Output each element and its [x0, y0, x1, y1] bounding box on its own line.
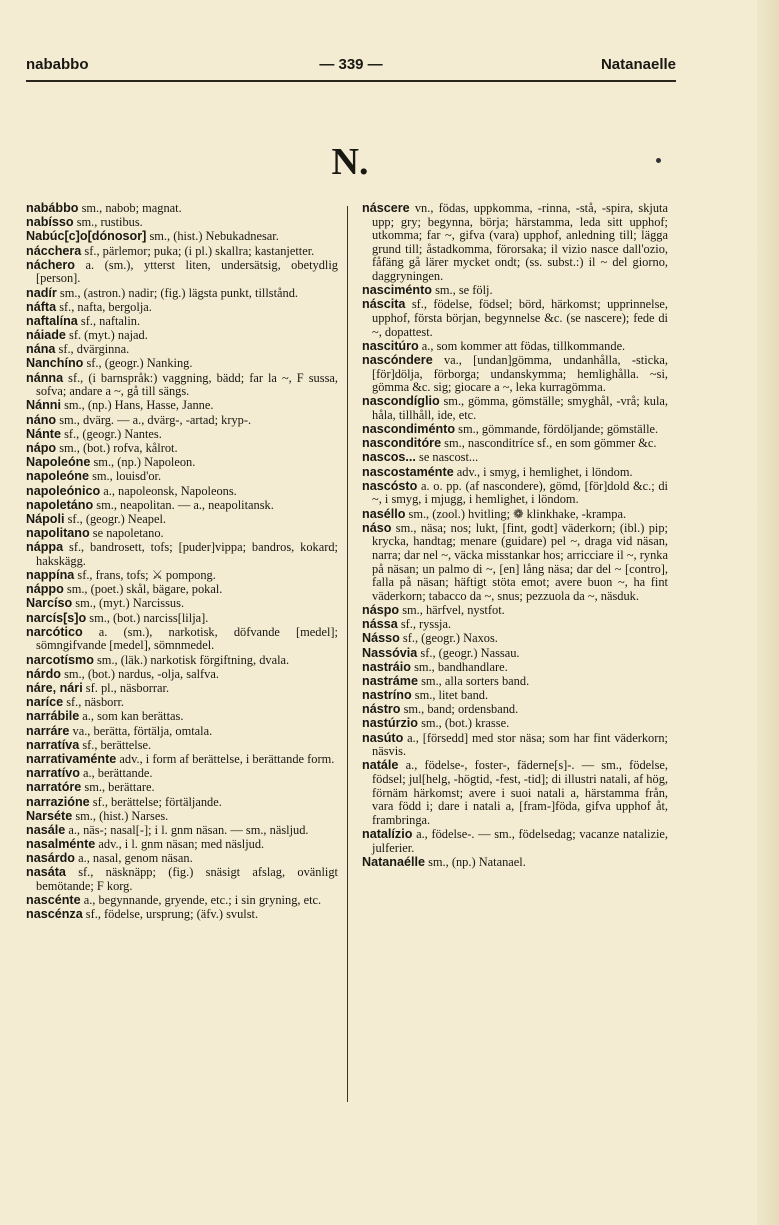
entry-definition: a., berättande.: [79, 766, 153, 781]
entry-headword: naséllo: [362, 506, 406, 521]
entry-definition: sm., (poet.) skål, bägare, pokal.: [63, 582, 223, 597]
entry-definition: sm., (np.) Napoleon.: [90, 455, 196, 470]
entry-definition: sm., band; ordensband.: [400, 702, 519, 717]
entry-headword: nasalménte: [26, 837, 96, 852]
dictionary-entry: [362, 395, 668, 422]
entry-headword: nasárdo: [26, 851, 75, 866]
entry-headword: napoleóne: [26, 469, 89, 484]
entry-definition: se nascost...: [415, 450, 479, 465]
entry-definition: sf., ryssja.: [397, 617, 452, 632]
entry-headword: nasáta: [26, 865, 66, 880]
entry-definition: sm., (läk.) narkotisk förgiftning, dvala.: [93, 652, 290, 667]
dictionary-entry: [362, 466, 668, 480]
dictionary-entry: [362, 828, 668, 855]
header-right-guideword: Natanaelle: [600, 56, 676, 73]
dictionary-entry: [26, 767, 338, 781]
dictionary-entry: [26, 583, 338, 597]
entry-headword: nasciménto: [362, 283, 432, 298]
entry-definition: sm., (bot.) krasse.: [417, 716, 510, 731]
dictionary-entry: [26, 301, 338, 315]
entry-headword: Nassóvia: [362, 645, 418, 660]
dictionary-entry: [362, 284, 668, 298]
entry-definition: sf., bandrosett, tofs; [puder]vippa; bandros, kokard; hakskägg.: [36, 540, 338, 568]
dictionary-entry: [26, 287, 338, 301]
entry-definition: a., som kan berättas.: [79, 709, 184, 724]
dictionary-entry: [26, 569, 338, 583]
entry-definition: sm., härfvel, nystfot.: [399, 602, 505, 617]
entry-headword: nástro: [362, 702, 401, 717]
dictionary-entry: [362, 647, 668, 661]
entry-definition: sm., (hist.) Nebukadnesar.: [146, 229, 279, 244]
entry-headword: narrábile: [26, 709, 80, 724]
entry-headword: nánna: [26, 370, 64, 385]
entry-definition: sf., naftalin.: [77, 313, 141, 328]
entry-definition: sm., gömmande, fördöljande; gömställe.: [455, 422, 659, 437]
entry-headword: nárdo: [26, 666, 61, 681]
dictionary-entry: [26, 838, 338, 852]
dictionary-entry: [26, 202, 338, 216]
running-header: [26, 56, 676, 78]
entry-definition: sm., nasconditríce sf., en som gömmer &c.: [441, 436, 657, 451]
entry-definition: sm., se följ.: [432, 283, 493, 298]
entry-headword: natalízio: [362, 826, 413, 841]
entry-definition: sm., näsa; nos; lukt, [fint, godt] väderkorn; (ibl.) pip; krycka, handtag; menare (guidare) pel ~, draga vid näsan, narra; dar nel ~, väcka misstankar hos; arricciare il ~, rynka på näsan; un palmo di ~, [en] lång näsa; dar del ~ [contro], falla på näsan; häftigt stöta emot; avere buon ~, ha fint väderkorn; tabacco da ~, snus; pezzuola da ~, näsduk.: [372, 520, 668, 603]
entry-definition: sm., gömma, gömställe; smyghål, -vrå; kula, håla, tillhåll, ide, etc.: [372, 394, 668, 422]
entry-headword: narcís[s]o: [26, 610, 87, 625]
entry-headword: nastráio: [362, 659, 411, 674]
entry-definition: sf., (i barnspråk:) vaggning, bädd; far la ~, F sussa, sofva; andare a ~, gå till sängs.: [36, 370, 338, 399]
dictionary-entry: [362, 661, 668, 675]
entry-definition: sm., louisd'or.: [88, 469, 162, 484]
dictionary-entry: [26, 612, 338, 626]
dictionary-entry: [26, 245, 338, 259]
dictionary-entry: [26, 753, 338, 767]
entry-definition: a., näs-; nasal[-]; i l. gnm näsan. — sm., näsljud.: [65, 822, 309, 837]
dictionary-entry: [26, 470, 338, 484]
entry-definition: sf., födelse, födsel; börd, härkomst; upprinnelse, upphof, första början, begynnelse &c. (se nascere); fede di ~, dopattest.: [372, 297, 668, 339]
dictionary-entry: [362, 354, 668, 395]
entry-headword: náspo: [362, 602, 400, 617]
entry-definition: sm., (myt.) Narcissus.: [72, 596, 185, 611]
entry-headword: nácchera: [26, 243, 82, 258]
entry-definition: sf., näsknäpp; (fig.) snäsigt afslag, ovänligt bemötande; F korg.: [36, 865, 338, 894]
dictionary-entry: [362, 522, 668, 604]
entry-headword: náppa: [26, 540, 64, 555]
entry-headword: naftalína: [26, 313, 78, 328]
dictionary-entry: [26, 329, 338, 343]
entry-headword: nasconditóre: [362, 436, 442, 451]
dictionary-entry: [362, 202, 668, 284]
entry-headword: nascostaménte: [362, 464, 454, 479]
entry-definition: sf. pl., näsborrar.: [82, 681, 170, 695]
entry-definition: se napoletano.: [89, 526, 164, 541]
dictionary-entry: [362, 508, 668, 522]
dictionary-entry: [26, 597, 338, 611]
entry-definition: sm., neapolitan. — a., neapolitansk.: [93, 497, 274, 512]
entry-headword: Nápoli: [26, 511, 65, 526]
dictionary-entry: [362, 759, 668, 827]
entry-headword: nárе, nári: [26, 681, 83, 695]
entry-headword: nastráme: [362, 673, 419, 688]
entry-definition: sm., dvärg. — a., dvärg-, -artad; kryp-.: [56, 412, 252, 427]
entry-definition: sf., (geogr.) Nanking.: [83, 356, 193, 371]
entry-headword: náscita: [362, 297, 406, 312]
entry-headword: napolitano: [26, 526, 90, 541]
dictionary-entry: [362, 437, 668, 451]
entry-definition: sf., (geogr.) Nantes.: [61, 426, 162, 441]
entry-definition: a., födelse-. — sm., födelsedag; vacanze natalizie, julferier.: [372, 826, 668, 855]
dictionary-entry: [26, 626, 338, 653]
entry-headword: narráre: [26, 723, 70, 738]
entry-headword: nascóndere: [362, 352, 433, 367]
entry-definition: sf. (myt.) najad.: [65, 328, 148, 343]
entry-headword: nadír: [26, 285, 57, 300]
entry-headword: nascénte: [26, 893, 81, 908]
entry-headword: nássa: [362, 617, 398, 632]
dictionary-entry: [26, 682, 338, 696]
header-left-guideword: nababbo: [26, 56, 89, 73]
entry-definition: a. (sm.), ytterst liten, undersätsig, obetydlig [person].: [36, 257, 338, 286]
entry-headword: Násso: [362, 631, 400, 646]
entry-headword: nascósto: [362, 478, 418, 493]
page-edge: [757, 0, 779, 1225]
dictionary-entry: [362, 423, 668, 437]
entry-headword: narratívo: [26, 766, 80, 781]
dictionary-entry: [26, 852, 338, 866]
entry-headword: narratóre: [26, 780, 82, 795]
dictionary-entry: [362, 618, 668, 632]
dictionary-entry: [26, 527, 338, 541]
entry-headword: narcótico: [26, 624, 83, 639]
dictionary-entry: [362, 451, 668, 465]
entry-definition: a. (sm.), narkotisk, döfvande [medel]; sömngifvande [medel], sömnmedel.: [36, 624, 338, 653]
entry-definition: sm., (np.) Hans, Hasse, Janne.: [60, 398, 214, 413]
dictionary-entry: [26, 796, 338, 810]
entry-headword: naríce: [26, 695, 64, 710]
dictionary-entry: [362, 703, 668, 717]
entry-headword: natále: [362, 758, 399, 773]
entry-headword: Natanaélle: [362, 854, 425, 869]
dictionary-entry: [26, 414, 338, 428]
dictionary-entry: [362, 675, 668, 689]
left-column: [26, 202, 338, 923]
dictionary-entry: [26, 541, 338, 568]
entry-headword: nascitúro: [362, 338, 419, 353]
dictionary-entry: [26, 315, 338, 329]
dictionary-entry: [26, 456, 338, 470]
entry-headword: náppo: [26, 582, 64, 597]
entry-definition: adv., i form af berättelse, i berättande form.: [116, 751, 335, 766]
entry-headword: nastríno: [362, 688, 412, 703]
entry-definition: a., [försedd] med stor näsa; som har fint väderkorn; näsvis.: [372, 730, 668, 759]
entry-headword: nappína: [26, 568, 75, 583]
entry-definition: a., napoleonsk, Napoleons.: [100, 483, 237, 498]
print-dot: [656, 158, 661, 163]
dictionary-entry: [26, 399, 338, 413]
dictionary-entry: [26, 499, 338, 513]
entry-headword: narrazióne: [26, 794, 90, 809]
entry-headword: náfta: [26, 299, 57, 314]
dictionary-entry: [26, 725, 338, 739]
entry-definition: sf., frans, tofs; ⚔ pompong.: [74, 568, 216, 583]
dictionary-entry: [26, 372, 338, 399]
entry-definition: adv., i l. gnm näsan; med näsljud.: [95, 837, 265, 852]
entry-definition: sf., födelse, ursprung; (äfv.) svulst.: [82, 907, 259, 922]
entry-definition: sm., rustibus.: [73, 215, 143, 230]
entry-definition: sf., (geogr.) Naxos.: [399, 631, 498, 646]
dictionary-entry: [26, 739, 338, 753]
dictionary-entry: [26, 810, 338, 824]
entry-definition: sm., (zool.) hvitling; ❁ klinkhake, -krampa.: [405, 506, 627, 521]
entry-definition: va., [undan]gömma, undanhålla, -sticka, [för]dölja, förborga; undanskymma; hemlighålla. ~si, gömma &c. sig; giocare a ~, leka kurragömma.: [372, 352, 668, 395]
dictionary-entry: [26, 230, 338, 244]
entry-definition: sf., (geogr.) Nassau.: [417, 645, 520, 660]
dictionary-entry: [26, 710, 338, 724]
entry-definition: sm., (astron.) nadir; (fig.) lägsta punkt, tillstånd.: [56, 285, 299, 300]
entry-headword: napoleónico: [26, 483, 101, 498]
entry-headword: narrativaménte: [26, 751, 117, 766]
dictionary-entry: [26, 908, 338, 922]
entry-headword: nascos...: [362, 450, 416, 465]
dictionary-entry: [362, 480, 668, 507]
dictionary-entry: [362, 632, 668, 646]
dictionary-entry: [26, 357, 338, 371]
dictionary-entry: [26, 513, 338, 527]
entry-definition: sm., (bot.) narciss[lilja].: [86, 610, 209, 625]
entry-definition: a. o. pp. (af nascondere), gömd, [för]dold &c.; di ~, i smyg, i mjugg, i hemlighet, i löndom.: [372, 478, 668, 507]
dictionary-entry: [362, 732, 668, 759]
entry-headword: Nanchíno: [26, 356, 84, 371]
dictionary-entry: [362, 298, 668, 339]
dictionary-entry: [26, 485, 338, 499]
header-rule: [26, 80, 676, 82]
dictionary-entry: [26, 259, 338, 286]
dictionary-entry: [362, 340, 668, 354]
entry-headword: nascénza: [26, 907, 83, 922]
entry-definition: sm., litet band.: [411, 688, 489, 703]
dictionary-entry: [362, 717, 668, 731]
dictionary-entry: [26, 216, 338, 230]
section-letter: N.: [331, 141, 369, 183]
entry-headword: nápo: [26, 441, 57, 455]
entry-definition: a., begynnande, gryende, etc.; i sin gryning, etc.: [80, 893, 322, 908]
entry-definition: a., som kommer att födas, tillkommande.: [418, 338, 626, 353]
right-column: [362, 202, 668, 870]
entry-headword: nána: [26, 342, 56, 357]
entry-definition: sm., alla sorters band.: [418, 673, 530, 688]
entry-headword: Napoleóne: [26, 455, 91, 470]
entry-headword: náso: [362, 520, 392, 535]
entry-headword: nastúrzio: [362, 716, 418, 731]
entry-headword: nasále: [26, 822, 66, 837]
entry-definition: sf., dvärginna.: [55, 342, 130, 357]
entry-headword: napoletáno: [26, 497, 94, 512]
entry-definition: sf., nafta, bergolja.: [56, 299, 152, 314]
entry-definition: a., födelse-, foster-, fäderne[s]-. — sm., födelse, födsel; jul[helg, -högtid, -fest, -tid]; di illustri natali, af hög, förnäm härkomst; avere i suoi natali a, härstamma från, vara född i; dare i natali a, [fram-]föda, gifva upphof åt, frambringa.: [372, 758, 668, 827]
dictionary-entry: [26, 442, 338, 456]
dictionary-entry: [26, 428, 338, 442]
entry-definition: sm., berättare.: [81, 780, 155, 795]
entry-definition: sm., (bot.) nardus, -olja, salfva.: [60, 666, 219, 681]
entry-definition: sm., (np.) Natanael.: [425, 854, 526, 869]
entry-definition: adv., i smyg, i hemlighet, i löndom.: [453, 464, 633, 479]
entry-definition: sf., näsborr.: [63, 695, 125, 710]
entry-definition: sf., (geogr.) Neapel.: [64, 511, 166, 526]
entry-headword: Nánni: [26, 398, 61, 413]
dictionary-entry: [362, 689, 668, 703]
dictionary-entry: [362, 856, 668, 870]
entry-definition: sf., berättelse.: [79, 737, 152, 752]
dictionary-entry: [26, 696, 338, 710]
entry-definition: sf., pärlemor; puka; (i pl.) skallra; kastanjetter.: [81, 243, 315, 258]
entry-headword: Nánte: [26, 426, 61, 441]
dictionary-entry: [362, 604, 668, 618]
entry-headword: Narcíso: [26, 596, 73, 611]
entry-headword: náchero: [26, 257, 75, 272]
dictionary-entry: [26, 654, 338, 668]
dictionary-entry: [26, 824, 338, 838]
entry-definition: sm., bandhandlare.: [411, 659, 508, 674]
entry-definition: vn., födas, uppkomma, -rinna, -stå, -spira, skjuta upp; gry; begynna, börja; härstamma, leda sitt upphof; utkomma; far ~, gifva (vara) upphof, anledning till; lägga grund till; åstadkomma, förorsaka; il vizio nasce dall'ozio, fåfäng gå lärer mycket ondt; (ss. subst.:) il ~ del giorno, daggryningen.: [372, 201, 668, 283]
entry-headword: nabábbo: [26, 201, 79, 215]
dictionary-entry: [26, 668, 338, 682]
entry-headword: náscere: [362, 201, 410, 215]
column-divider: [347, 206, 348, 1102]
entry-headword: nabísso: [26, 215, 74, 230]
entry-headword: náno: [26, 412, 57, 427]
dictionary-entry: [26, 781, 338, 795]
entry-definition: sm., nabob; magnat.: [78, 201, 182, 215]
dictionary-entry: [26, 866, 338, 893]
entry-headword: Narséte: [26, 808, 73, 823]
entry-definition: a., nasal, genom näsan.: [75, 851, 193, 866]
entry-headword: nascondíglio: [362, 394, 440, 409]
entry-headword: náiade: [26, 328, 66, 343]
entry-definition: sf., berättelse; förtäljande.: [89, 794, 222, 809]
entry-headword: narcotísmo: [26, 652, 94, 667]
entry-definition: sm., (bot.) rofva, kålrot.: [56, 441, 178, 455]
entry-definition: sm., (hist.) Narses.: [72, 808, 169, 823]
page-number: — 339 —: [319, 56, 383, 73]
dictionary-entry: [26, 343, 338, 357]
entry-headword: Nabúc[c]o[dónosor]: [26, 229, 147, 244]
entry-headword: nasúto: [362, 730, 404, 745]
entry-headword: narratíva: [26, 737, 80, 752]
entry-definition: va., berätta, förtälja, omtala.: [69, 723, 213, 738]
entry-headword: nascondiménto: [362, 422, 456, 437]
dictionary-entry: [26, 894, 338, 908]
